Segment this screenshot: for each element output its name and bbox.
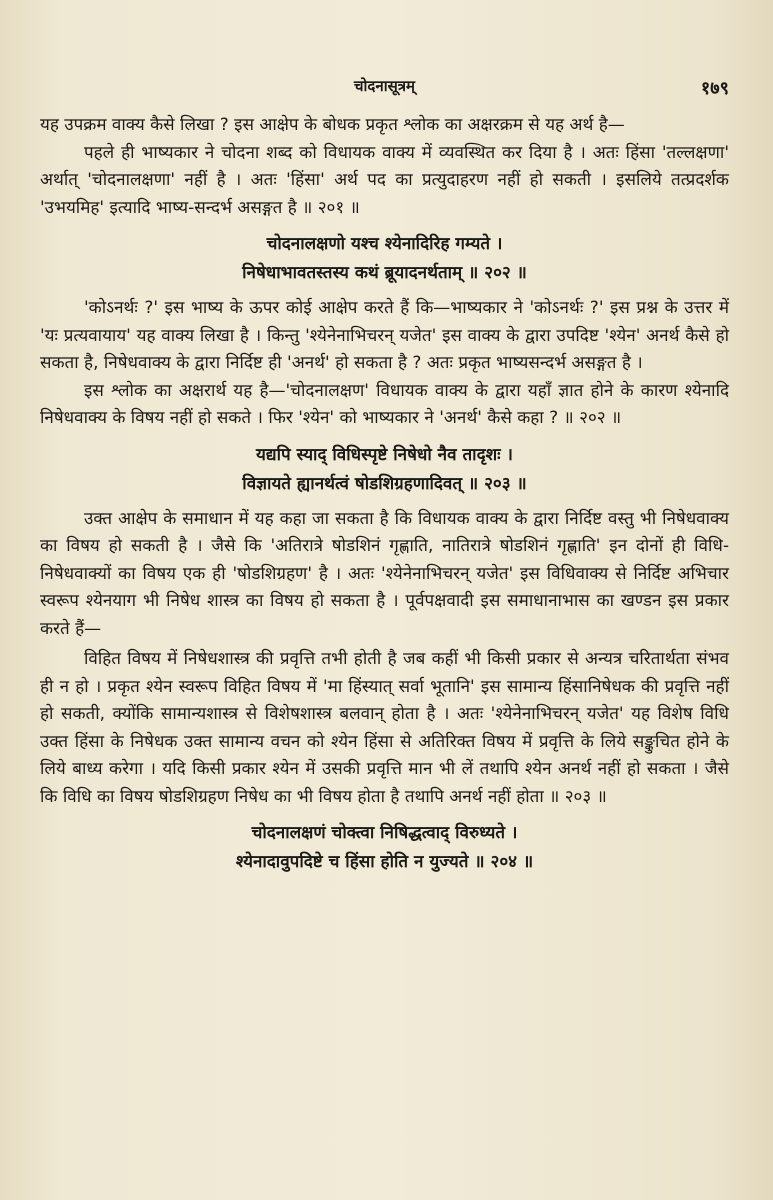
paragraph: यह उपक्रम वाक्य कैसे लिखा ? इस आक्षेप के बोधक प्रकृत श्लोक का अक्षरक्रम से यह अर्थ है— (40, 115, 625, 135)
page-body (40, 112, 729, 884)
verse-line: श्येनादावुपदिष्टे च हिंसा होति न युज्यते ॥ २०४ ॥ (235, 852, 534, 872)
verse-line: चोदनालक्षणं चोक्त्वा निषिद्धत्वाद् विरुध्यते । (251, 823, 518, 843)
page-header (40, 76, 729, 102)
verse-line: चोदनालक्षणो यश्च श्येनादिरिह गम्यते । (266, 234, 503, 254)
paragraph: इस श्लोक का अक्षरार्थ यह है—'चोदनालक्षण' विधायक वाक्य के द्वारा यहाँ ज्ञात होने के कारण श्येनादि निषेधवाक्य के विषय नहीं हो सकते । फिर 'श्येन' को भाष्यकार ने 'अनर्थ' कैसे कहा ? ॥ २०२ ॥ (40, 380, 729, 428)
paragraph: विहित विषय में निषेधशास्त्र की प्रवृत्ति तभी होती है जब कहीं भी किसी प्रकार से अन्यत्र चरितार्थता संभव ही न हो । प्रकृत श्येन स्वरूप विहित विषय में 'मा हिंस्यात् सर्वा भूतानि' इस सामान्य हिंसानिषेधक की प्रवृत्ति नहीं हो सकती, क्योंकि सामान्यशास्त्र से विशेषशास्त्र बलवान् होता है । अतः 'श्येनेनाभिचरन् यजेत' यह विशेष विधि उक्त हिंसा के निषेधक उक्त सामान्य वचन को श्येन हिंसा से अतिरिक्त विषय में प्रवृत्ति के लिये सङ्कुचित होने के लिये बाध्य करेगा । यदि किसी प्रकार श्येन में उसकी प्रवृत्ति मान भी लें तथापि श्येन अनर्थ नहीं हो सकता । जैसे कि विधि का विषय षोडशिग्रहण निषेध का भी विषय होता है तथापि अनर्थ नहीं होता ॥ २०३ ॥ (40, 649, 729, 807)
verse-block (40, 441, 729, 499)
running-title: चोदनासूत्रम् (354, 77, 415, 95)
verse-block (40, 819, 729, 877)
verse-line: विज्ञायते ह्यानर्थत्वं षोडशिग्रहणादिवत् ॥ २०३ ॥ (242, 473, 527, 494)
page-number: १७९ (700, 78, 729, 99)
paragraph: उक्त आक्षेप के समाधान में यह कहा जा सकता है कि विधायक वाक्य के द्वारा निर्दिष्ट वस्तु भी निषेधवाक्य का विषय हो सकती है । जैसे कि 'अतिरात्रे षोडशिनं गृह्णाति, नातिरात्रे षोडशिनं गृह्णाति' इन दोनों ही विधि-निषेधवाक्यों का विषय एक ही 'षोडशिग्रहण' है । अतः 'श्येनेनाभिचरन् यजेत' इस विधिवाक्य से निर्दिष्ट अभिचार स्वरूप श्येनयाग भी निषेध शास्त्र का विषय हो सकता है । पूर्वपक्षवादी इस समाधानाभास का खण्डन इस प्रकार करते हैं— (40, 508, 729, 639)
verse-block (40, 230, 729, 288)
paragraph: 'कोऽनर्थः ?' इस भाष्य के ऊपर कोई आक्षेप करते हैं कि—भाष्यकार ने 'कोऽनर्थः ?' इस प्रश्न के उत्तर में 'यः प्रत्यवायाय' यह वाक्य लिखा है । किन्तु 'श्येनेनाभिचरन् यजेत' इस वाक्य के द्वारा उपदिष्ट 'श्येन' अनर्थ कैसे हो सकता है, निषेधवाक्य के द्वारा निर्दिष्ट ही 'अनर्थ' हो सकता है ? अतः प्रकृत भाष्यसन्दर्भ असङ्गत है । (40, 298, 729, 373)
paragraph: पहले ही भाष्यकार ने चोदना शब्द को विधायक वाक्य में व्यवस्थित कर दिया है । अतः हिंसा 'तल्लक्षणा' अर्थात् 'चोदनालक्षणा' नहीं है । अतः 'हिंसा' अर्थ पद का प्रत्युदाहरण नहीं हो सकती । इसलिये तत्प्रदर्शक 'उभयमिह' इत्यादि भाष्य-सन्दर्भ असङ्गत है ॥ २०१ ॥ (40, 142, 729, 218)
verse-line: यद्यपि स्याद् विधिस्पृष्टे निषेधो नैव तादृशः । (256, 444, 513, 465)
verse-line: निषेधाभावतस्तस्य कथं ब्रूयादनर्थताम् ॥ २०२ ॥ (242, 263, 527, 283)
